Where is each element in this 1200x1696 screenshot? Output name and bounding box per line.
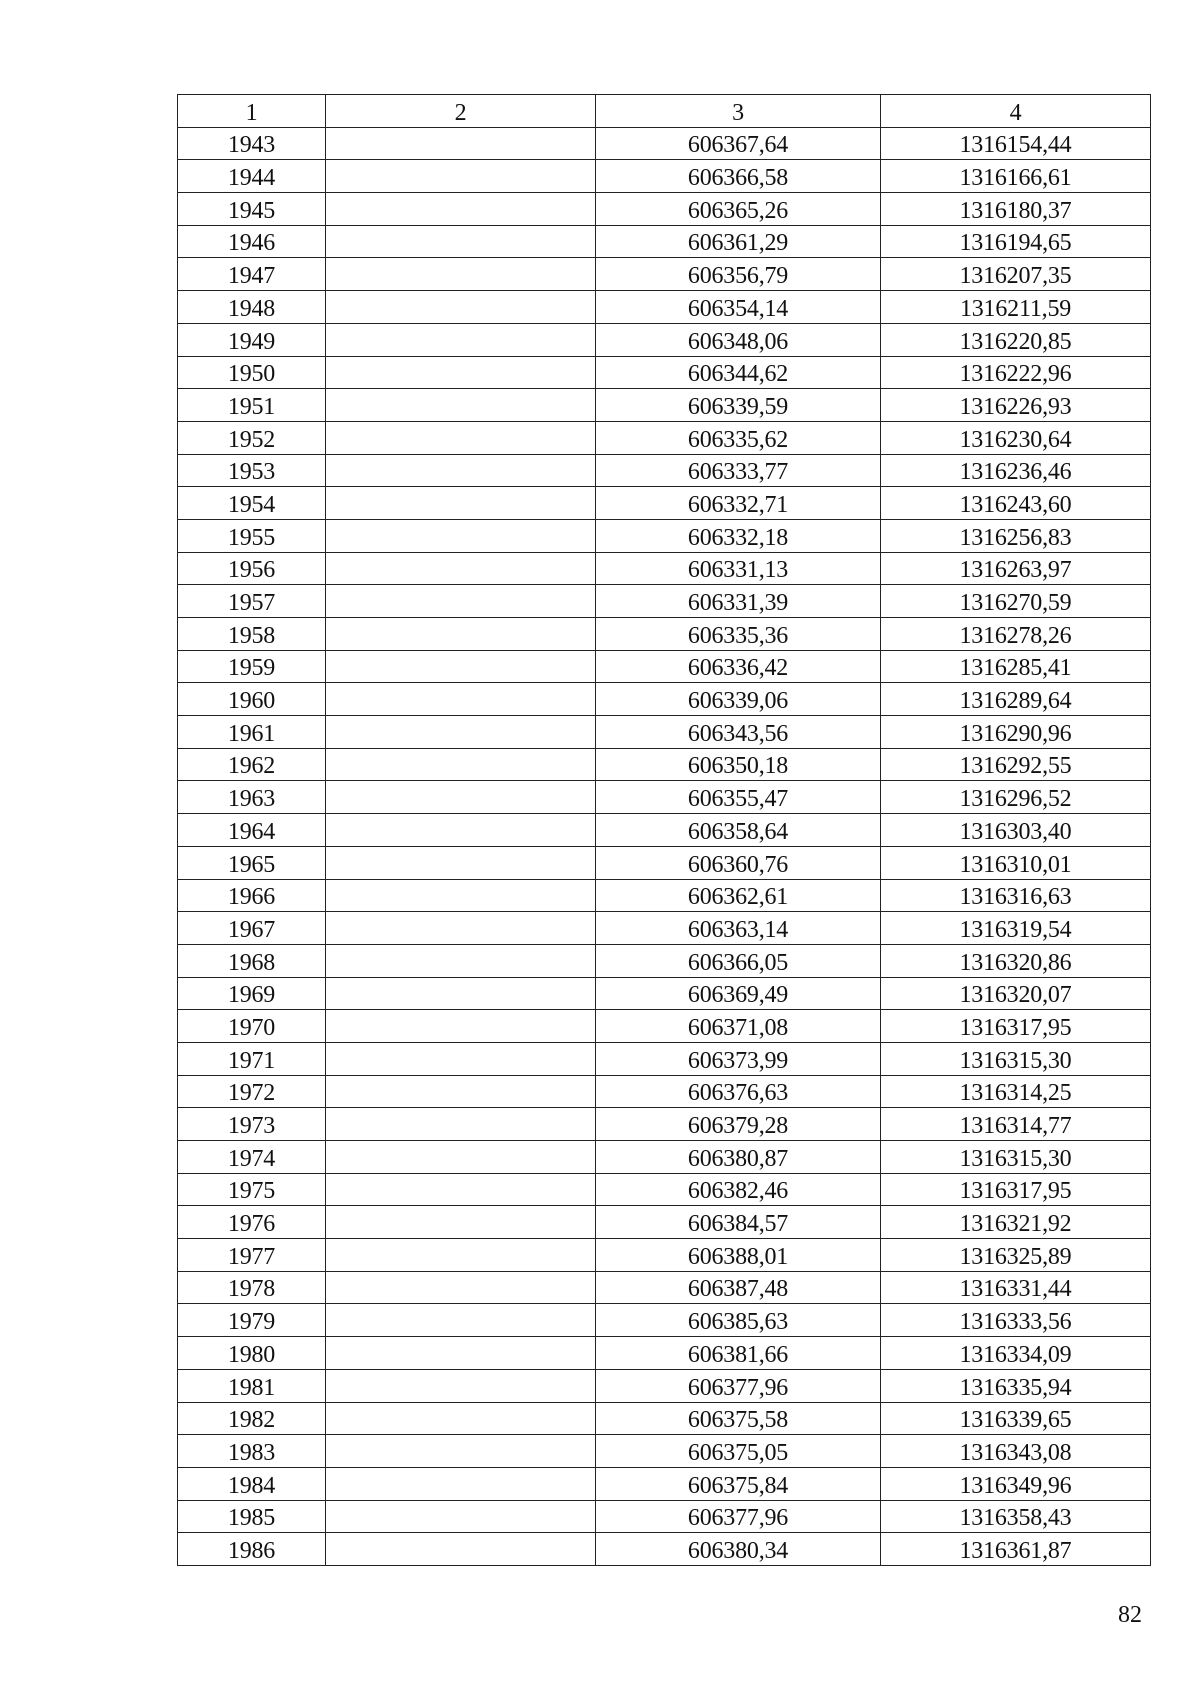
table-cell-col-1: 1959: [178, 650, 326, 683]
table-cell-col-3: 606366,58: [596, 160, 881, 193]
table-cell-col-4: 1316321,92: [881, 1206, 1151, 1239]
table-row: [178, 1467, 1151, 1500]
table-cell-col-3: 606362,61: [596, 879, 881, 912]
table-cell-col-4: 1316315,30: [881, 1042, 1151, 1075]
table-cell-col-3: 606380,87: [596, 1141, 881, 1174]
table-cell-col-2: [326, 1010, 596, 1043]
table-body: [178, 127, 1151, 1565]
table-cell-col-1: 1946: [178, 225, 326, 258]
table-cell-col-2: [326, 585, 596, 618]
table-cell-col-3: 606339,06: [596, 683, 881, 716]
table-cell-col-3: 606363,14: [596, 912, 881, 945]
table-cell-col-4: 1316194,65: [881, 225, 1151, 258]
table-cell-col-2: [326, 1337, 596, 1370]
table-cell-col-2: [326, 1500, 596, 1533]
table-cell-col-1: 1981: [178, 1369, 326, 1402]
coordinates-table: [177, 94, 1151, 1566]
table-cell-col-2: [326, 127, 596, 160]
table-cell-col-4: 1316220,85: [881, 323, 1151, 356]
table-cell-col-2: [326, 1533, 596, 1566]
table-cell-col-4: 1316316,63: [881, 879, 1151, 912]
table-cell-col-1: 1972: [178, 1075, 326, 1108]
table-cell-col-2: [326, 944, 596, 977]
table-cell-col-1: 1957: [178, 585, 326, 618]
table-cell-col-4: 1316315,30: [881, 1141, 1151, 1174]
table-cell-col-4: 1316331,44: [881, 1271, 1151, 1304]
table-cell-col-2: [326, 1108, 596, 1141]
table-cell-col-3: 606344,62: [596, 356, 881, 389]
table-cell-col-3: 606335,36: [596, 618, 881, 651]
table-cell-col-1: 1943: [178, 127, 326, 160]
table-cell-col-4: 1316226,93: [881, 389, 1151, 422]
table-cell-col-3: 606356,79: [596, 258, 881, 291]
table-cell-col-4: 1316320,86: [881, 944, 1151, 977]
table-cell-col-1: 1965: [178, 846, 326, 879]
table-row: [178, 421, 1151, 454]
table-cell-col-1: 1954: [178, 487, 326, 520]
table-cell-col-4: 1316334,09: [881, 1337, 1151, 1370]
table-row: [178, 1108, 1151, 1141]
table-cell-col-3: 606354,14: [596, 291, 881, 324]
table-cell-col-1: 1962: [178, 748, 326, 781]
table-cell-col-1: 1976: [178, 1206, 326, 1239]
table-cell-col-1: 1978: [178, 1271, 326, 1304]
table-cell-col-1: 1950: [178, 356, 326, 389]
table-cell-col-4: 1316207,35: [881, 258, 1151, 291]
table-cell-col-2: [326, 879, 596, 912]
table-cell-col-1: 1955: [178, 519, 326, 552]
table-cell-col-2: [326, 225, 596, 258]
table-cell-col-2: [326, 487, 596, 520]
table-cell-col-4: 1316343,08: [881, 1435, 1151, 1468]
table-cell-col-3: 606358,64: [596, 814, 881, 847]
table-row: [178, 258, 1151, 291]
table-cell-col-2: [326, 1239, 596, 1272]
table-cell-col-4: 1316349,96: [881, 1467, 1151, 1500]
table-cell-col-2: [326, 1435, 596, 1468]
table-cell-col-4: 1316314,25: [881, 1075, 1151, 1108]
table-cell-col-2: [326, 650, 596, 683]
table-cell-col-3: 606380,34: [596, 1533, 881, 1566]
table-cell-col-1: 1960: [178, 683, 326, 716]
column-header-4: 4: [881, 95, 1151, 128]
table-cell-col-1: 1944: [178, 160, 326, 193]
table-cell-col-1: 1952: [178, 421, 326, 454]
table-cell-col-4: 1316290,96: [881, 716, 1151, 749]
table-cell-col-3: 606335,62: [596, 421, 881, 454]
table-cell-col-2: [326, 160, 596, 193]
table-cell-col-1: 1948: [178, 291, 326, 324]
table-cell-col-3: 606367,64: [596, 127, 881, 160]
table-cell-col-2: [326, 454, 596, 487]
table-row: [178, 1500, 1151, 1533]
table-cell-col-2: [326, 716, 596, 749]
table-cell-col-1: 1975: [178, 1173, 326, 1206]
table-cell-col-1: 1961: [178, 716, 326, 749]
table-cell-col-3: 606343,56: [596, 716, 881, 749]
table-cell-col-1: 1985: [178, 1500, 326, 1533]
table-cell-col-2: [326, 1271, 596, 1304]
table-row: [178, 846, 1151, 879]
table-cell-col-2: [326, 356, 596, 389]
table-cell-col-3: 606375,84: [596, 1467, 881, 1500]
table-row: [178, 1402, 1151, 1435]
table-row: [178, 291, 1151, 324]
table-cell-col-1: 1977: [178, 1239, 326, 1272]
table-row: [178, 1173, 1151, 1206]
table-cell-col-1: 1963: [178, 781, 326, 814]
table-row: [178, 1533, 1151, 1566]
table-cell-col-4: 1316335,94: [881, 1369, 1151, 1402]
table-cell-col-2: [326, 1402, 596, 1435]
table-cell-col-1: 1982: [178, 1402, 326, 1435]
table-cell-col-4: 1316278,26: [881, 618, 1151, 651]
table-row: [178, 356, 1151, 389]
table-cell-col-3: 606360,76: [596, 846, 881, 879]
table-row: [178, 1042, 1151, 1075]
table-cell-col-2: [326, 846, 596, 879]
table-row: [178, 1075, 1151, 1108]
table-row: [178, 1271, 1151, 1304]
table-cell-col-4: 1316303,40: [881, 814, 1151, 847]
table-cell-col-3: 606332,18: [596, 519, 881, 552]
table-cell-col-4: 1316333,56: [881, 1304, 1151, 1337]
table-row: [178, 781, 1151, 814]
table-cell-col-4: 1316180,37: [881, 193, 1151, 226]
table-cell-col-2: [326, 291, 596, 324]
table-cell-col-2: [326, 1467, 596, 1500]
table-row: [178, 683, 1151, 716]
table-cell-col-3: 606365,26: [596, 193, 881, 226]
table-cell-col-1: 1974: [178, 1141, 326, 1174]
table-cell-col-2: [326, 781, 596, 814]
table-cell-col-4: 1316285,41: [881, 650, 1151, 683]
table-cell-col-4: 1316314,77: [881, 1108, 1151, 1141]
table-row: [178, 454, 1151, 487]
table-cell-col-2: [326, 1304, 596, 1337]
table-row: [178, 519, 1151, 552]
table-cell-col-4: 1316317,95: [881, 1010, 1151, 1043]
table-cell-col-2: [326, 1042, 596, 1075]
table-cell-col-2: [326, 1173, 596, 1206]
table-cell-col-4: 1316361,87: [881, 1533, 1151, 1566]
table-row: [178, 879, 1151, 912]
table-cell-col-2: [326, 519, 596, 552]
table-cell-col-4: 1316319,54: [881, 912, 1151, 945]
table-cell-col-4: 1316211,59: [881, 291, 1151, 324]
table-cell-col-4: 1316339,65: [881, 1402, 1151, 1435]
table-cell-col-4: 1316256,83: [881, 519, 1151, 552]
table-cell-col-2: [326, 421, 596, 454]
table-cell-col-2: [326, 618, 596, 651]
table-cell-col-4: 1316292,55: [881, 748, 1151, 781]
table-cell-col-2: [326, 1075, 596, 1108]
table-cell-col-3: 606331,13: [596, 552, 881, 585]
table-row: [178, 389, 1151, 422]
table-row: [178, 650, 1151, 683]
page-number: 82: [1118, 1602, 1142, 1628]
table-row: [178, 1304, 1151, 1337]
table-cell-col-3: 606339,59: [596, 389, 881, 422]
table-row: [178, 1239, 1151, 1272]
table-cell-col-4: 1316310,01: [881, 846, 1151, 879]
table-cell-col-3: 606336,42: [596, 650, 881, 683]
table-cell-col-3: 606375,05: [596, 1435, 881, 1468]
table-cell-col-1: 1949: [178, 323, 326, 356]
table-cell-col-1: 1947: [178, 258, 326, 291]
table-cell-col-2: [326, 552, 596, 585]
table-cell-col-1: 1953: [178, 454, 326, 487]
table-cell-col-3: 606382,46: [596, 1173, 881, 1206]
table-cell-col-2: [326, 748, 596, 781]
table-cell-col-4: 1316317,95: [881, 1173, 1151, 1206]
table-row: [178, 127, 1151, 160]
table-cell-col-3: 606377,96: [596, 1369, 881, 1402]
table-row: [178, 748, 1151, 781]
table-row: [178, 977, 1151, 1010]
table-row: [178, 1010, 1151, 1043]
table-cell-col-2: [326, 193, 596, 226]
table-cell-col-4: 1316325,89: [881, 1239, 1151, 1272]
table-cell-col-4: 1316263,97: [881, 552, 1151, 585]
table-cell-col-3: 606388,01: [596, 1239, 881, 1272]
table-row: [178, 912, 1151, 945]
table-row: [178, 193, 1151, 226]
table-cell-col-1: 1964: [178, 814, 326, 847]
table-cell-col-1: 1984: [178, 1467, 326, 1500]
table-cell-col-3: 606331,39: [596, 585, 881, 618]
table-cell-col-1: 1956: [178, 552, 326, 585]
table-cell-col-3: 606369,49: [596, 977, 881, 1010]
column-header-2: 2: [326, 95, 596, 128]
table-cell-col-1: 1966: [178, 879, 326, 912]
table-cell-col-4: 1316358,43: [881, 1500, 1151, 1533]
table-cell-col-3: 606377,96: [596, 1500, 881, 1533]
table-row: [178, 487, 1151, 520]
table-cell-col-1: 1967: [178, 912, 326, 945]
table-row: [178, 323, 1151, 356]
table-cell-col-4: 1316296,52: [881, 781, 1151, 814]
table-row: [178, 1435, 1151, 1468]
table-cell-col-4: 1316154,44: [881, 127, 1151, 160]
table-cell-col-3: 606350,18: [596, 748, 881, 781]
table-cell-col-4: 1316243,60: [881, 487, 1151, 520]
table-cell-col-3: 606387,48: [596, 1271, 881, 1304]
table-cell-col-2: [326, 1141, 596, 1174]
table-row: [178, 1206, 1151, 1239]
table-cell-col-1: 1983: [178, 1435, 326, 1468]
table-row: [178, 944, 1151, 977]
table-cell-col-1: 1968: [178, 944, 326, 977]
column-header-1: 1: [178, 95, 326, 128]
table-cell-col-4: 1316289,64: [881, 683, 1151, 716]
table-header: [178, 95, 1151, 128]
table-cell-col-1: 1951: [178, 389, 326, 422]
table-cell-col-4: 1316270,59: [881, 585, 1151, 618]
header-row: [178, 95, 1151, 128]
table-cell-col-4: 1316236,46: [881, 454, 1151, 487]
table-cell-col-3: 606373,99: [596, 1042, 881, 1075]
table-row: [178, 716, 1151, 749]
table-cell-col-3: 606332,71: [596, 487, 881, 520]
table-row: [178, 552, 1151, 585]
table-cell-col-4: 1316230,64: [881, 421, 1151, 454]
table-cell-col-2: [326, 683, 596, 716]
table-cell-col-1: 1973: [178, 1108, 326, 1141]
table-row: [178, 1141, 1151, 1174]
table-cell-col-2: [326, 1369, 596, 1402]
table-cell-col-3: 606333,77: [596, 454, 881, 487]
table-cell-col-2: [326, 814, 596, 847]
table-cell-col-1: 1958: [178, 618, 326, 651]
column-header-3: 3: [596, 95, 881, 128]
table-row: [178, 225, 1151, 258]
table-row: [178, 585, 1151, 618]
table-cell-col-3: 606381,66: [596, 1337, 881, 1370]
table-cell-col-2: [326, 912, 596, 945]
table-cell-col-4: 1316320,07: [881, 977, 1151, 1010]
table-cell-col-3: 606385,63: [596, 1304, 881, 1337]
table-row: [178, 618, 1151, 651]
table-cell-col-3: 606361,29: [596, 225, 881, 258]
table-row: [178, 814, 1151, 847]
table-cell-col-2: [326, 323, 596, 356]
table-cell-col-3: 606384,57: [596, 1206, 881, 1239]
table-row: [178, 1369, 1151, 1402]
table-cell-col-2: [326, 1206, 596, 1239]
table-cell-col-1: 1986: [178, 1533, 326, 1566]
table-cell-col-2: [326, 258, 596, 291]
table-cell-col-4: 1316222,96: [881, 356, 1151, 389]
table-cell-col-3: 606375,58: [596, 1402, 881, 1435]
table-cell-col-1: 1969: [178, 977, 326, 1010]
table-cell-col-3: 606379,28: [596, 1108, 881, 1141]
table-cell-col-3: 606348,06: [596, 323, 881, 356]
table-cell-col-3: 606371,08: [596, 1010, 881, 1043]
table-cell-col-3: 606366,05: [596, 944, 881, 977]
table-cell-col-1: 1971: [178, 1042, 326, 1075]
table-cell-col-1: 1970: [178, 1010, 326, 1043]
table-cell-col-3: 606355,47: [596, 781, 881, 814]
table-row: [178, 1337, 1151, 1370]
table-cell-col-2: [326, 977, 596, 1010]
table-cell-col-1: 1945: [178, 193, 326, 226]
table-row: [178, 160, 1151, 193]
table-cell-col-2: [326, 389, 596, 422]
table-cell-col-1: 1980: [178, 1337, 326, 1370]
table-cell-col-3: 606376,63: [596, 1075, 881, 1108]
table-cell-col-4: 1316166,61: [881, 160, 1151, 193]
table-cell-col-1: 1979: [178, 1304, 326, 1337]
